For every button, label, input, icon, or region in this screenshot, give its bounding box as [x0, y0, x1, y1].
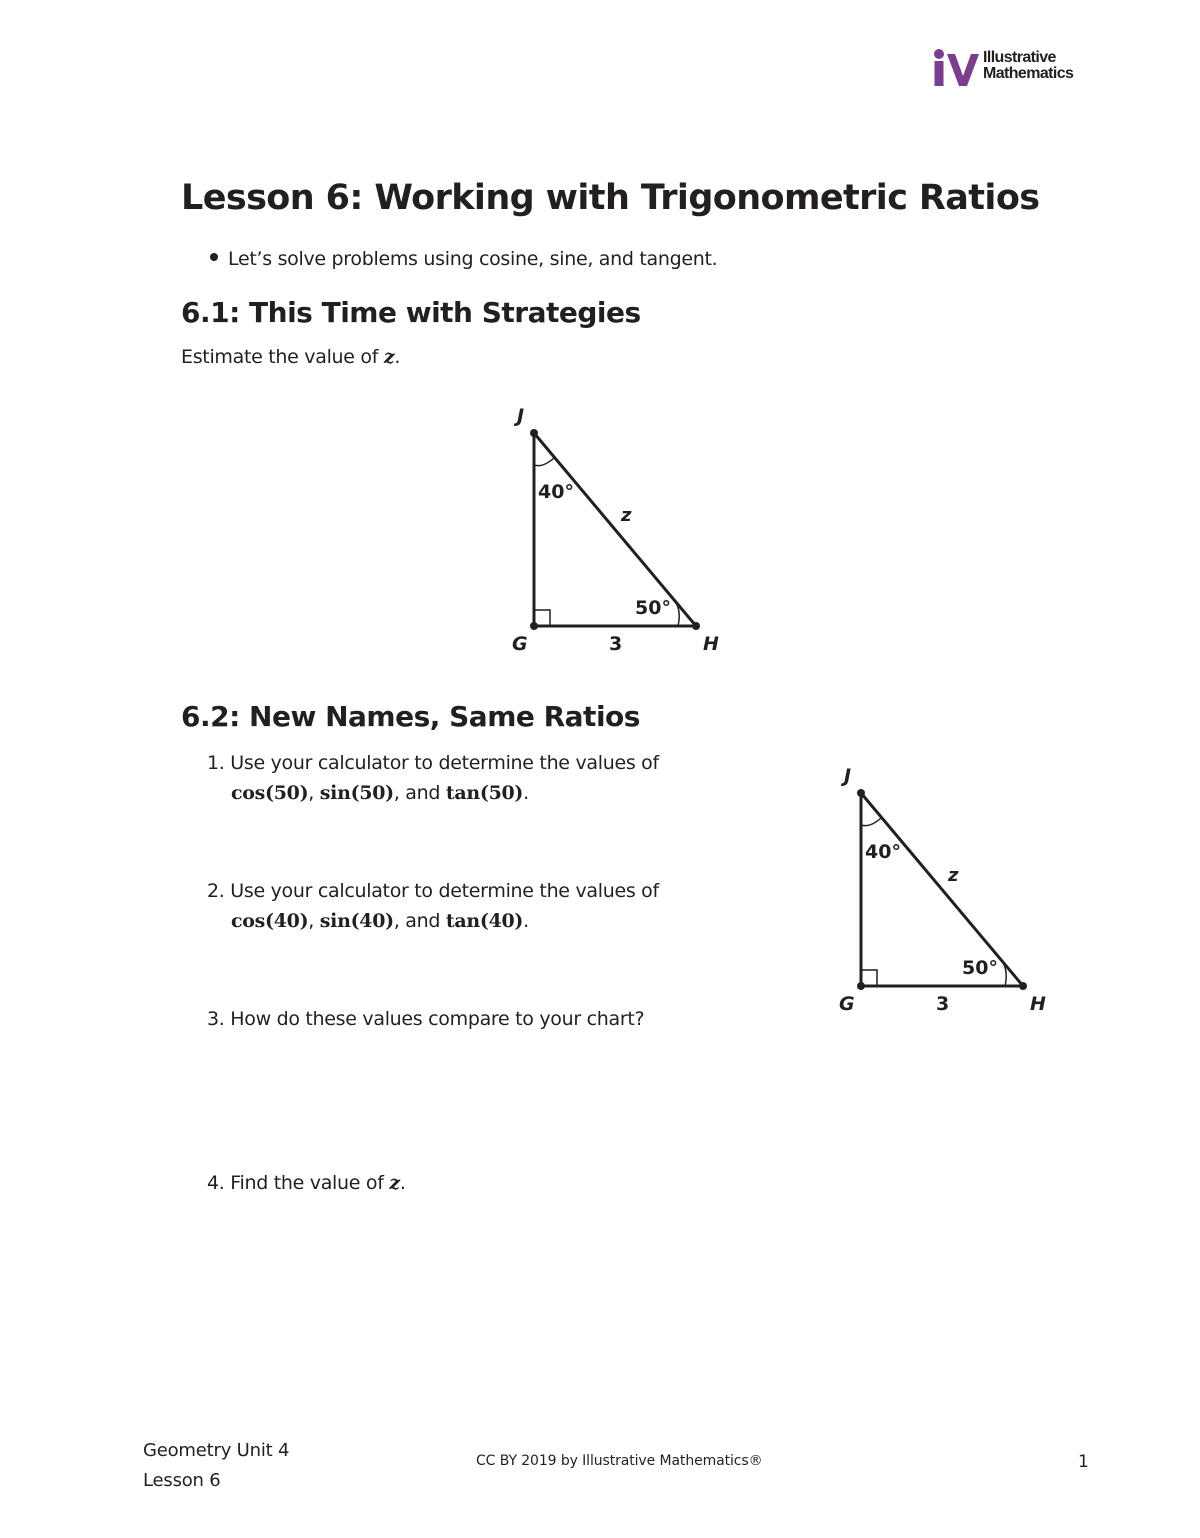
- section-6-1-prompt: [181, 346, 400, 368]
- footer-course-info: [143, 1436, 289, 1496]
- right-triangle-figure-2: [827, 755, 1067, 1020]
- question-2-sep2: , and: [393, 910, 446, 932]
- vertex-dot-h: [1019, 982, 1027, 990]
- prompt-text: Estimate the value of: [181, 346, 384, 368]
- question-4-variable: z: [389, 1172, 400, 1194]
- question-2-number: 2.: [207, 880, 225, 902]
- prompt-end: .: [394, 346, 401, 368]
- angle-label-j: 40°: [538, 481, 574, 503]
- label-g: G: [512, 633, 528, 655]
- side-jh: [534, 433, 696, 626]
- label-j: J: [517, 405, 525, 427]
- learning-goal-text: Let’s solve problems using cosine, sine, and tangent.: [228, 248, 718, 270]
- question-4-end: .: [399, 1172, 406, 1194]
- side-label-jh: z: [621, 505, 632, 526]
- question-1: [207, 748, 659, 808]
- angle-label-h: 50°: [962, 957, 998, 979]
- angle-arc-j: [534, 458, 555, 466]
- prompt-variable: z: [383, 346, 395, 368]
- angle-label-h: 50°: [635, 597, 671, 619]
- vertex-dot-g: [857, 982, 865, 990]
- vertex-dot-j: [857, 789, 865, 797]
- question-1-sep2: , and: [393, 782, 446, 804]
- logo-word-1: Illustrative: [983, 49, 1056, 66]
- question-2-sin: sin(40): [319, 910, 394, 932]
- question-2-cos: cos(40): [231, 910, 309, 932]
- angle-label-j: 40°: [865, 841, 901, 863]
- side-label-gh: 3: [936, 993, 950, 1015]
- vertex-dot-j: [530, 429, 538, 437]
- question-1-end: .: [523, 782, 529, 804]
- section-6-1-heading: 6.1: This Time with Strategies: [181, 296, 641, 329]
- page-number: 1: [1078, 1452, 1089, 1472]
- section-6-2-heading: 6.2: New Names, Same Ratios: [181, 700, 640, 733]
- question-4-number: 4.: [207, 1172, 225, 1194]
- logo-wordmark: [983, 50, 1073, 82]
- right-triangle-figure-1: [500, 395, 740, 660]
- question-2-end: .: [523, 910, 529, 932]
- vertex-dot-g: [530, 622, 538, 630]
- angle-arc-h: [673, 598, 679, 626]
- side-label-jh: z: [948, 865, 959, 886]
- label-j: J: [844, 765, 852, 787]
- question-2-text: Use your calculator to determine the values of: [230, 880, 659, 902]
- question-3-number: 3.: [207, 1008, 225, 1030]
- label-g: G: [839, 993, 855, 1015]
- question-2-sep1: ,: [308, 910, 320, 932]
- question-2: [207, 876, 659, 936]
- lesson-title: Lesson 6: Working with Trigonometric Ratios: [181, 178, 1040, 218]
- question-1-text: Use your calculator to determine the values of: [230, 752, 659, 774]
- question-1-cos: cos(50): [231, 782, 309, 804]
- logo-word-2: Mathematics: [983, 65, 1074, 82]
- question-1-tan: tan(50): [445, 782, 524, 804]
- question-1-sep1: ,: [308, 782, 320, 804]
- footer-license: CC BY 2019 by Illustrative Mathematics®: [476, 1453, 763, 1469]
- learning-goal: [210, 248, 717, 270]
- side-jh: [861, 793, 1023, 986]
- question-3-text: How do these values compare to your chart?: [230, 1008, 645, 1030]
- question-1-expressions: [207, 778, 659, 808]
- illustrative-mathematics-logo: [933, 48, 1093, 88]
- side-label-gh: 3: [609, 633, 623, 655]
- question-2-expressions: [207, 906, 659, 936]
- footer-course: Geometry Unit 4: [143, 1440, 290, 1461]
- label-h: H: [1030, 993, 1046, 1015]
- question-4: [207, 1168, 406, 1198]
- label-h: H: [703, 633, 719, 655]
- question-2-tan: tan(40): [445, 910, 524, 932]
- angle-arc-h: [1000, 958, 1006, 986]
- question-1-number: 1.: [207, 752, 225, 774]
- bullet-dot-icon: [210, 253, 218, 261]
- vertex-dot-h: [692, 622, 700, 630]
- footer-lesson: Lesson 6: [143, 1470, 221, 1491]
- question-3: [207, 1004, 644, 1034]
- im-logo-mark-icon: [933, 48, 981, 88]
- question-1-sin: sin(50): [319, 782, 394, 804]
- question-4-text: Find the value of: [230, 1172, 390, 1194]
- angle-arc-j: [861, 818, 882, 826]
